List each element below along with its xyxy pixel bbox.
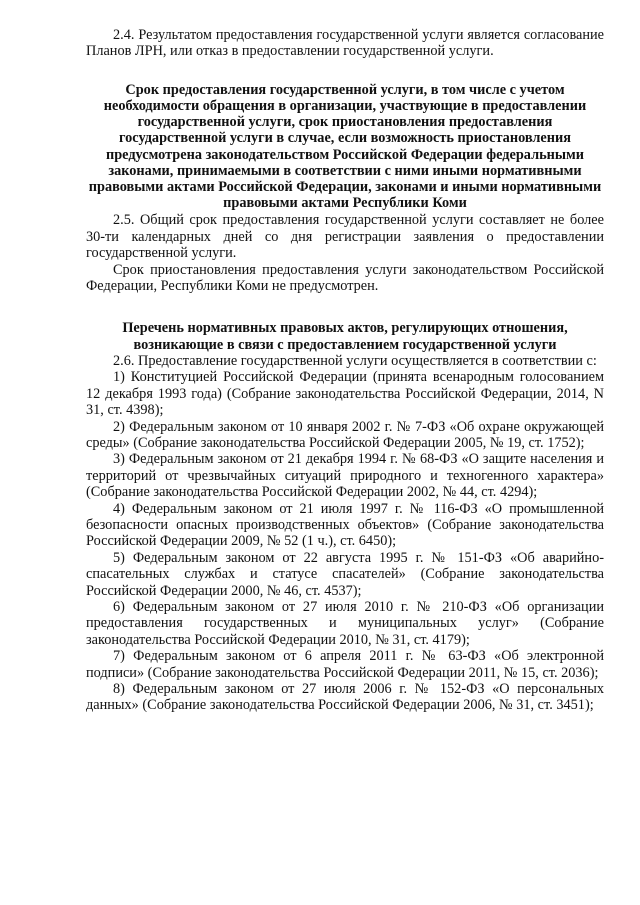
list-item-6: 6) Федеральным законом от 27 июля 2010 г. № 210-ФЗ «Об организации предоставления государственных и муниципальных услуг» (Собрание законодательства Российской Федерации 2010, № 31, ст. 4179); (86, 598, 604, 648)
legal-acts-heading: Перечень нормативных правовых актов, регулирующих отношения, возникающие в связи с предоставлением государственной услуги (122, 320, 568, 353)
list-item-3: 3) Федеральным законом от 21 декабря 1994 г. № 68-ФЗ «О защите населения и территорий от чрезвычайных ситуаций природного и техногенного характера» (Собрание законодательства Российской Федерации 2002, № 44, ст. 4294); (86, 451, 604, 501)
list-item-8: 8) Федеральным законом от 27 июля 2006 г. № 152-ФЗ «О персональных данных» (Собрание законодательства Российской Федерации 2006, № 31, ст. 3451); (86, 681, 604, 714)
list-item-5: 5) Федеральным законом от 22 августа 1995 г. № 151-ФЗ «Об аварийно-спасательных службах и статусе спасателей» (Собрание законодательства Российской Федерации 2000, № 46, ст. 4537); (86, 549, 604, 599)
list-item-4: 4) Федеральным законом от 21 июля 1997 г. № 116-ФЗ «О промышленной безопасности опасных производственных объектов» (Собрание законодательства Российской Федерации 2009, № 52 (1 ч.), ст. 6450); (86, 500, 604, 550)
section-2-4-paragraph: 2.4. Результатом предоставления государственной услуги является согласование Планов ЛРН, или отказ в предоставлении государственной услуги. (86, 27, 604, 60)
list-item-2: 2) Федеральным законом от 10 января 2002 г. № 7-ФЗ «Об охране окружающей среды» (Собрание законодательства Российской Федерации 2005, № 19, ст. 1752); (86, 418, 604, 451)
document-page (86, 27, 604, 714)
list-item-7: 7) Федеральным законом от 6 апреля 2011 г. № 63-ФЗ «Об электронной подписи» (Собрание законодательства Российской Федерации 2011, № 15, ст. 2036); (86, 648, 604, 681)
list-item-1: 1) Конституцией Российской Федерации (принята всенародным голосованием 12 декабря 1993 года) (Собрание законодательства Российской Федерации, 2014, N 31, ст. 4398); (86, 369, 604, 419)
term-section-heading: Срок предоставления государственной услуги, в том числе с учетом необходимости обращения в организации, участвующие в предоставлении государственной услуги, срок приостановления предоставления государственной услуги в случае, если возможность приостановления предусмотрена законодательством Российской Федерации федеральными законами, принимаемыми в соответствии с ними иными нормативными правовыми актами Российской Федерации, законами и иными нормативными правовыми актами Республики Коми (88, 81, 602, 212)
section-2-6-paragraph: 2.6. Предоставление государственной услуги осуществляется в соответствии с: (113, 352, 597, 369)
suspension-paragraph: Срок приостановления предоставления услуги законодательством Российской Федерации, Республики Коми не предусмотрен. (86, 261, 604, 295)
section-2-5-paragraph: 2.5. Общий срок предоставления государственной услуги составляет не более 30-ти календарных дней со дня регистрации заявления о предоставлении государственной услуги. (86, 212, 604, 262)
